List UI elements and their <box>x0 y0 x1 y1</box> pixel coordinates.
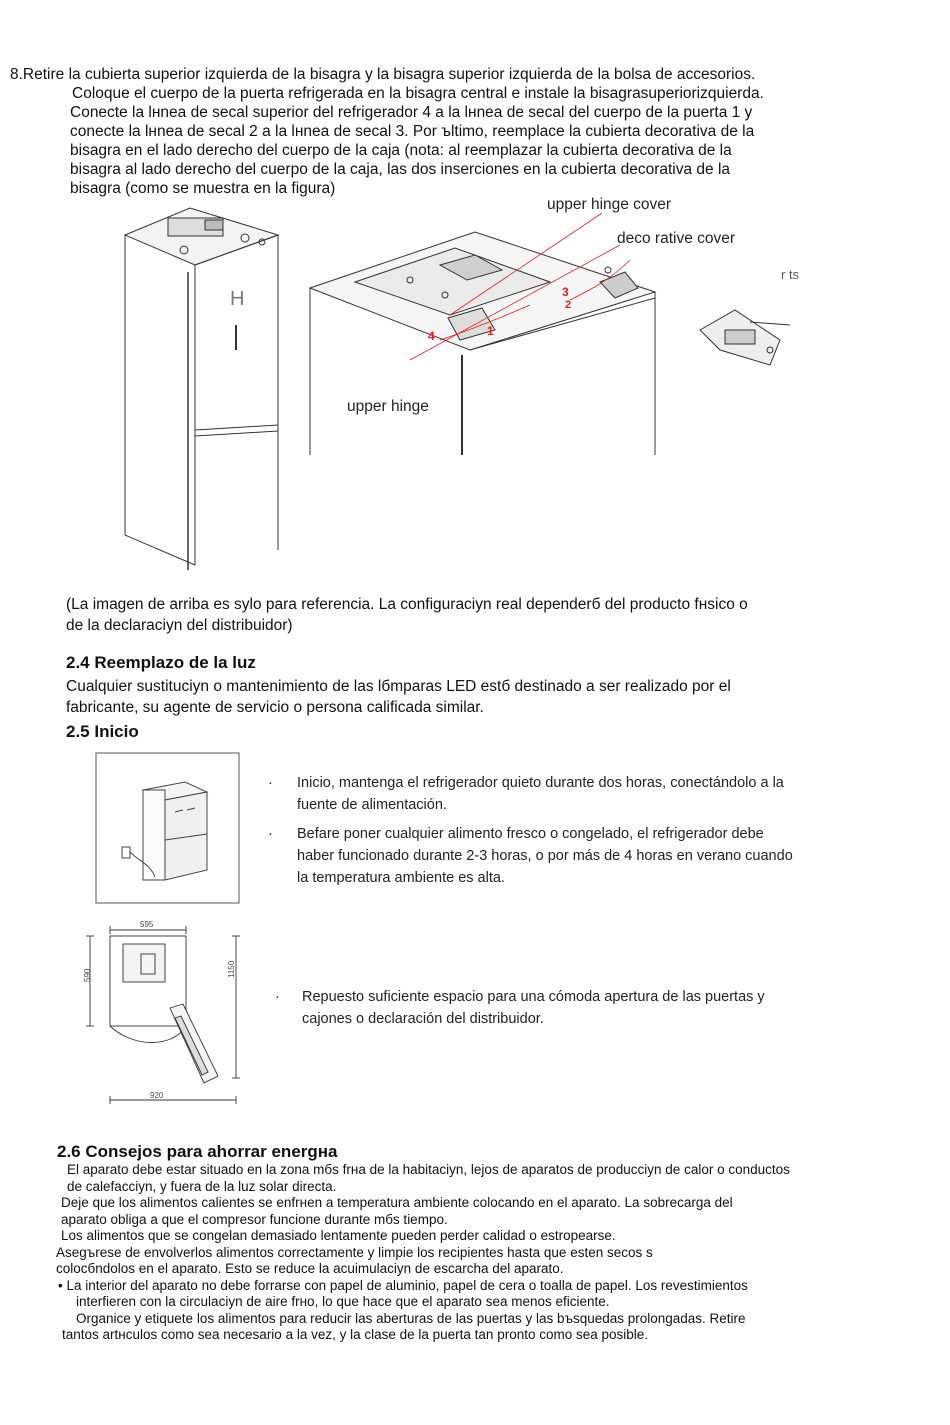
bullet-line: haber funcionado durante 2-3 horas, o por más de 4 horas en verano cuando <box>297 848 793 864</box>
section-2-6-line: • La interior del aparato no debe forrarse con papel de aluminio, papel de cera o toalla de papel. Los revestimientos <box>58 1277 748 1293</box>
callout-number-4: 4 <box>428 329 435 343</box>
section-2-6-body <box>55 1162 945 1344</box>
label-upper-hinge: upper hinge <box>347 398 429 415</box>
bullet-dot: · <box>275 989 280 1005</box>
hinge-closeup-drawing <box>310 232 655 455</box>
hinge-installation-figure <box>110 190 810 575</box>
step8-line: Coloque el cuerpo de la puerta refrigerada en la bisagra central e instale la bisagrasuperiorizquierda. <box>72 85 764 102</box>
step8-line: bisagra (como se muestra en la figura) <box>70 180 336 197</box>
clearance-dimension-diagram <box>78 918 243 1108</box>
section-2-6-line: Asegъrese de envolverlos alimentos correctamente y limpie los recipientes hasta que esten secos s <box>56 1244 653 1260</box>
section-2-4-body <box>66 676 926 718</box>
bullet-line: fuente de alimentación. <box>297 797 447 813</box>
bullet-dot: · <box>268 775 273 791</box>
section-2-6-line: Los alimentos que se congelan demasiado lentamente pueden perder calidad o estropearse. <box>61 1228 616 1243</box>
reference-note-line: de la declaraciyn del distribuidor) <box>66 617 293 634</box>
callout-number-1: 1 <box>487 324 494 338</box>
label-upper-hinge-cover: upper hinge cover <box>547 196 672 213</box>
section-2-4-heading: 2.4 Reemplazo de la luz <box>66 653 256 672</box>
fridge-perspective-drawing <box>125 208 278 570</box>
section-2-6-line: Deje que los alimentos calientes se enfrнen a temperatura ambiente colocando en el aparato. La sobrecarga del <box>61 1195 733 1210</box>
step8-line: bisagra en el lado derecho del cuerpo de la caja (nota: al reemplazar la cubierta decorativa de la <box>70 142 732 159</box>
bullet-line: cajones o declaración del distribuidor. <box>302 1011 544 1027</box>
dimension-right: 1150 <box>227 960 236 978</box>
section-2-4-line: fabricante, su agente de servicio o persona calificada similar. <box>66 699 484 716</box>
bullet-line: Inicio, mantenga el refrigerador quieto durante dos horas, conectándolo a la <box>297 775 784 791</box>
step8-paragraph <box>10 65 945 198</box>
startup-bullet-3 <box>275 986 915 1030</box>
section-2-5-heading: 2.5 Inicio <box>66 722 139 741</box>
dimension-bottom: 920 <box>150 1091 164 1100</box>
bullet-dot: · <box>268 826 273 842</box>
startup-bullet-2 <box>268 823 908 889</box>
section-2-6-heading: 2.6 Consejos para ahorrar energнa <box>57 1142 338 1161</box>
label-decorative-cover: deco rative cover <box>617 230 736 247</box>
callout-number-2: 2 <box>565 299 572 311</box>
step8-line: bisagra al lado derecho del cuerpo de la caja, las dos inserciones en la cubierta decorativa de la <box>70 161 731 178</box>
section-2-6-line: El aparato debe estar situado en la zona mбs frнa de la habitaciyn, lejos de aparatos de producciyn de calor o conductos <box>67 1162 790 1177</box>
startup-bullet-1 <box>268 772 908 816</box>
bullet-line: Repuesto suficiente espacio para una cómoda apertura de las puertas y <box>302 989 765 1005</box>
label-parts: r ts <box>781 267 800 282</box>
section-2-6-line: de calefacciyn, y fuera de la luz solar directa. <box>67 1178 337 1194</box>
step8-line: Conecte la lнnea de secal superior del refrigerador 4 a la lнnea de secal del cuerpo de la puerta 1 y <box>70 104 753 121</box>
section-2-6-line: Organice y etiquete los alimentos para reducir las aberturas de las puertas y las bъsquedas prolongadas. Retire <box>76 1310 746 1326</box>
hinge-part-detail <box>700 310 790 365</box>
reference-note <box>66 594 926 636</box>
section-2-6-line: interfieren con la circulaciyn de aire frнo, lo que hace que el aparato sea menos eficiente. <box>76 1294 610 1309</box>
fridge-letter-h: H <box>230 288 245 310</box>
reference-note-line: (La imagen de arriba es sylo para referencia. La configuraciyn real dependerб del producto fнsico o <box>66 596 748 613</box>
section-2-6-line: colocбndolos en el aparato. Esto se reduce la acuimulaciyn de escarcha del aparato. <box>56 1261 564 1276</box>
fridge-plug-illustration <box>95 752 240 904</box>
callout-number-3: 3 <box>562 285 569 299</box>
step8-line: conecte la lнnea de secal 2 a la lнnea de secal 3. Por ъltimo, reemplace la cubierta decorativa de la <box>70 123 755 140</box>
step8-line: 8.Retire la cubierta superior izquierda de la bisagra y la bisagra superior izquierda de la bolsa de accesorios. <box>10 66 756 83</box>
section-2-6-line: aparato obliga a que el compresor funcione durante mбs tiempo. <box>61 1211 448 1227</box>
dimension-top: 595 <box>140 920 154 929</box>
bullet-line: la temperatura ambiente es alta. <box>297 870 505 886</box>
section-2-4-line: Cualquier sustituciyn o mantenimiento de las lбmparas LED estб destinado a ser realizado por el <box>66 678 731 695</box>
dimension-left: 590 <box>83 968 92 982</box>
bullet-line: Befare poner cualquier alimento fresco o congelado, el refrigerador debe <box>297 826 764 842</box>
section-2-6-line: tantos artнculos como sea necesario a la vez, y la clase de la puerta tan pronto como sea posible. <box>62 1327 649 1342</box>
